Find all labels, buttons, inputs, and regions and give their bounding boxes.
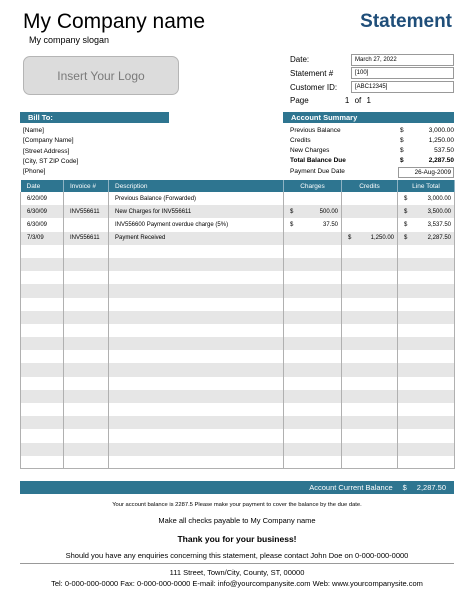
summary-label: Previous Balance xyxy=(290,127,341,134)
cell-invoice xyxy=(64,390,109,403)
payment-due-row xyxy=(290,167,454,178)
date-label: Date: xyxy=(290,55,310,64)
footer-divider xyxy=(20,563,454,564)
table-row xyxy=(21,218,455,231)
cell-description xyxy=(109,337,284,350)
cell-description xyxy=(109,390,284,403)
cell-credits xyxy=(342,337,398,350)
cell-charges xyxy=(284,350,342,363)
cell-description xyxy=(109,245,284,258)
cell-charges xyxy=(284,324,342,337)
current-balance-bar xyxy=(20,481,454,494)
table-row xyxy=(21,377,455,390)
cell-invoice xyxy=(64,363,109,376)
summary-currency: $ xyxy=(400,157,404,164)
currency-symbol: $ xyxy=(404,235,408,242)
cell-charges xyxy=(284,443,342,456)
cell-credits xyxy=(342,192,398,205)
cell-description xyxy=(109,258,284,271)
table-row xyxy=(21,443,455,456)
amount-value: 1,250.00 xyxy=(370,235,394,242)
cell-description xyxy=(109,311,284,324)
cell-credits xyxy=(342,443,398,456)
table-row xyxy=(21,390,455,403)
cell-credits xyxy=(342,232,398,245)
cell-line-total xyxy=(398,218,455,231)
summary-row-total xyxy=(290,156,454,166)
table-row xyxy=(21,232,455,245)
table-row xyxy=(21,245,455,258)
cell-description xyxy=(109,298,284,311)
cell-credits xyxy=(342,403,398,416)
cell-date xyxy=(21,324,64,337)
cell-line-total xyxy=(398,192,455,205)
table-row xyxy=(21,258,455,271)
currency-symbol: $ xyxy=(348,235,352,242)
cell-charges xyxy=(284,232,342,245)
cell-invoice xyxy=(64,377,109,390)
summary-amount: 2,287.50 xyxy=(428,157,454,164)
date-field[interactable]: March 27, 2022 xyxy=(351,54,454,66)
table-row xyxy=(21,271,455,284)
cell-charges xyxy=(284,390,342,403)
cell-date xyxy=(21,429,64,442)
page-indicator xyxy=(290,96,371,105)
summary-currency: $ xyxy=(400,137,404,144)
cell-invoice xyxy=(64,350,109,363)
bill-to-phone: [Phone] xyxy=(23,168,46,176)
summary-row xyxy=(290,146,454,156)
cell-charges xyxy=(284,429,342,442)
cell-date xyxy=(21,311,64,324)
cell-date xyxy=(21,284,64,297)
cell-date xyxy=(21,337,64,350)
bill-to-city: [City, ST ZIP Code] xyxy=(23,157,79,165)
cell-description xyxy=(109,350,284,363)
col-header-description: Description xyxy=(109,180,284,192)
cell-date xyxy=(21,363,64,376)
cell-invoice xyxy=(64,245,109,258)
cell-invoice xyxy=(64,298,109,311)
cell-invoice xyxy=(64,258,109,271)
cell-credits xyxy=(342,363,398,376)
cell-credits xyxy=(342,311,398,324)
cell-invoice xyxy=(64,324,109,337)
amount-value: 3,000.00 xyxy=(427,195,451,202)
cell-charges xyxy=(284,337,342,350)
currency-symbol: $ xyxy=(290,208,294,215)
cell-credits xyxy=(342,350,398,363)
thank-you-message: Thank you for your business! xyxy=(177,534,297,544)
cell-invoice xyxy=(64,192,109,205)
table-row xyxy=(21,416,455,429)
cell-date: 6/30/09 xyxy=(21,218,64,231)
cell-line-total xyxy=(398,205,455,218)
cell-credits xyxy=(342,429,398,442)
current-balance-label: Account Current Balance xyxy=(309,483,393,492)
amount-value: 500.00 xyxy=(319,208,338,215)
cell-charges xyxy=(284,403,342,416)
summary-amount: 3,000.00 xyxy=(428,127,454,134)
bill-to-block xyxy=(23,126,78,177)
currency-symbol: $ xyxy=(404,221,408,228)
page-number: 1 xyxy=(344,96,350,105)
cell-date xyxy=(21,416,64,429)
cell-line-total xyxy=(398,298,455,311)
amount-value: 37.50 xyxy=(322,221,338,228)
table-row xyxy=(21,311,455,324)
cell-charges xyxy=(284,456,342,469)
table-row xyxy=(21,403,455,416)
payment-due-label: Payment Due Date xyxy=(290,168,345,175)
cell-date xyxy=(21,245,64,258)
cell-charges xyxy=(284,311,342,324)
bill-to-name: [Name] xyxy=(23,127,44,134)
summary-currency: $ xyxy=(400,147,404,154)
table-header-row xyxy=(21,180,455,192)
cell-date xyxy=(21,456,64,469)
cell-credits xyxy=(342,245,398,258)
cell-credits xyxy=(342,258,398,271)
cell-date xyxy=(21,271,64,284)
cell-date xyxy=(21,403,64,416)
page-total: 1 xyxy=(366,96,371,105)
cell-date xyxy=(21,298,64,311)
col-header-charges: Charges xyxy=(284,180,342,192)
cell-credits xyxy=(342,271,398,284)
cell-credits xyxy=(342,456,398,469)
amount-value: 2,287.50 xyxy=(427,235,451,242)
cell-invoice: INV556611 xyxy=(64,205,109,218)
cell-line-total xyxy=(398,337,455,350)
bill-to-header: Bill To: xyxy=(20,112,169,123)
cell-description: Payment Received xyxy=(109,232,284,245)
customer-id-label: Customer ID: xyxy=(290,83,338,92)
page-label: Page xyxy=(290,96,309,105)
cell-description xyxy=(109,324,284,337)
balance-note: Your account balance is 2287.5 Please make your payment to cover the balance by the due date. xyxy=(112,502,362,508)
cell-line-total xyxy=(398,377,455,390)
cell-charges xyxy=(284,258,342,271)
cell-invoice: INV556611 xyxy=(64,232,109,245)
table-row xyxy=(21,363,455,376)
cell-description xyxy=(109,429,284,442)
cell-date xyxy=(21,350,64,363)
summary-label: Total Balance Due xyxy=(290,157,346,164)
cell-description xyxy=(109,363,284,376)
statement-number-field[interactable]: [100] xyxy=(351,67,454,79)
cell-credits xyxy=(342,205,398,218)
cell-charges xyxy=(284,271,342,284)
amount-value: 3,537.50 xyxy=(427,221,451,228)
col-header-date: Date xyxy=(21,180,64,192)
cell-credits xyxy=(342,298,398,311)
cell-line-total xyxy=(398,416,455,429)
table-row xyxy=(21,456,455,469)
currency-symbol: $ xyxy=(404,208,408,215)
cell-description xyxy=(109,443,284,456)
table-row xyxy=(21,205,455,218)
cell-description xyxy=(109,416,284,429)
summary-label: New Charges xyxy=(290,147,330,154)
cell-line-total xyxy=(398,443,455,456)
table-row xyxy=(21,350,455,363)
cell-line-total xyxy=(398,403,455,416)
cell-credits xyxy=(342,324,398,337)
cell-line-total xyxy=(398,258,455,271)
current-balance-currency: $ xyxy=(402,483,407,492)
customer-id-field[interactable]: [ABC12345] xyxy=(351,81,454,93)
company-slogan: My company slogan xyxy=(29,35,110,45)
cell-line-total xyxy=(398,271,455,284)
table-row xyxy=(21,192,455,205)
cell-invoice xyxy=(64,403,109,416)
cell-invoice xyxy=(64,311,109,324)
cell-credits xyxy=(342,377,398,390)
cell-credits xyxy=(342,218,398,231)
cell-line-total xyxy=(398,245,455,258)
col-header-invoice: Invoice # xyxy=(64,180,109,192)
cell-description xyxy=(109,403,284,416)
col-header-line-total: Line Total xyxy=(398,180,455,192)
cell-charges xyxy=(284,245,342,258)
bill-to-company: [Company Name] xyxy=(23,137,74,145)
bill-to-street: [Street Address] xyxy=(23,147,70,155)
statement-number-label: Statement # xyxy=(290,69,334,78)
cell-invoice xyxy=(64,416,109,429)
account-summary xyxy=(290,126,454,178)
col-header-credits: Credits xyxy=(342,180,398,192)
company-address: 111 Street, Town/City, County, ST, 00000 xyxy=(169,568,305,577)
statement-title: Statement xyxy=(360,11,452,32)
cell-charges xyxy=(284,284,342,297)
cell-description: Previous Balance (Forwarded) xyxy=(109,192,284,205)
cell-invoice xyxy=(64,271,109,284)
table-row xyxy=(21,429,455,442)
cell-description: INV556600 Payment overdue charge (5%) xyxy=(109,218,284,231)
cell-date xyxy=(21,390,64,403)
cell-charges xyxy=(284,416,342,429)
cell-charges xyxy=(284,192,342,205)
table-row xyxy=(21,298,455,311)
company-name: My Company name xyxy=(23,10,206,33)
cell-charges xyxy=(284,218,342,231)
payment-due-field[interactable]: 26-Aug-2009 xyxy=(398,167,454,178)
currency-symbol: $ xyxy=(290,221,294,228)
cell-date xyxy=(21,443,64,456)
cell-date: 6/20/09 xyxy=(21,192,64,205)
cell-charges xyxy=(284,205,342,218)
table-row xyxy=(21,324,455,337)
enquiries-note: Should you have any enquiries concerning this statement, please contact John Doe on 0-000-000-0000 xyxy=(65,551,409,560)
cell-invoice xyxy=(64,429,109,442)
current-balance-amount: 2,287.50 xyxy=(416,483,446,492)
table-row xyxy=(21,337,455,350)
cell-line-total xyxy=(398,429,455,442)
cell-credits xyxy=(342,390,398,403)
summary-amount: 537.50 xyxy=(434,147,454,154)
cell-description: New Charges for INV556611 xyxy=(109,205,284,218)
cell-invoice xyxy=(64,284,109,297)
company-contact: Tel: 0-000-000-0000 Fax: 0-000-000-0000 E-mail: info@yourcompanysite.com Web: www.yourcompanysite.com xyxy=(51,579,423,588)
cell-date xyxy=(21,258,64,271)
summary-amount: 1,250.00 xyxy=(428,137,454,144)
logo-placeholder[interactable]: Insert Your Logo xyxy=(23,56,179,95)
cell-line-total xyxy=(398,324,455,337)
page-of: of xyxy=(354,96,362,105)
amount-value: 3,500.00 xyxy=(427,208,451,215)
cell-line-total xyxy=(398,456,455,469)
table-row xyxy=(21,284,455,297)
cell-description xyxy=(109,271,284,284)
cell-description xyxy=(109,284,284,297)
cell-line-total xyxy=(398,350,455,363)
cell-charges xyxy=(284,363,342,376)
cell-line-total xyxy=(398,363,455,376)
summary-currency: $ xyxy=(400,127,404,134)
summary-label: Credits xyxy=(290,137,311,144)
cell-invoice xyxy=(64,456,109,469)
cell-description xyxy=(109,377,284,390)
account-summary-header: Account Summary xyxy=(283,112,454,123)
cell-date: 6/30/09 xyxy=(21,205,64,218)
cell-line-total xyxy=(398,311,455,324)
cell-invoice xyxy=(64,337,109,350)
cell-line-total xyxy=(398,390,455,403)
summary-row xyxy=(290,136,454,146)
cell-invoice xyxy=(64,218,109,231)
cell-description xyxy=(109,456,284,469)
cell-credits xyxy=(342,416,398,429)
cell-charges xyxy=(284,298,342,311)
checks-payable-note: Make all checks payable to My Company name xyxy=(158,516,316,525)
cell-date: 7/3/09 xyxy=(21,232,64,245)
cell-line-total xyxy=(398,284,455,297)
cell-line-total xyxy=(398,232,455,245)
cell-invoice xyxy=(64,443,109,456)
summary-row xyxy=(290,126,454,136)
cell-date xyxy=(21,377,64,390)
cell-charges xyxy=(284,377,342,390)
cell-credits xyxy=(342,284,398,297)
currency-symbol: $ xyxy=(404,195,408,202)
statement-table xyxy=(20,180,455,469)
